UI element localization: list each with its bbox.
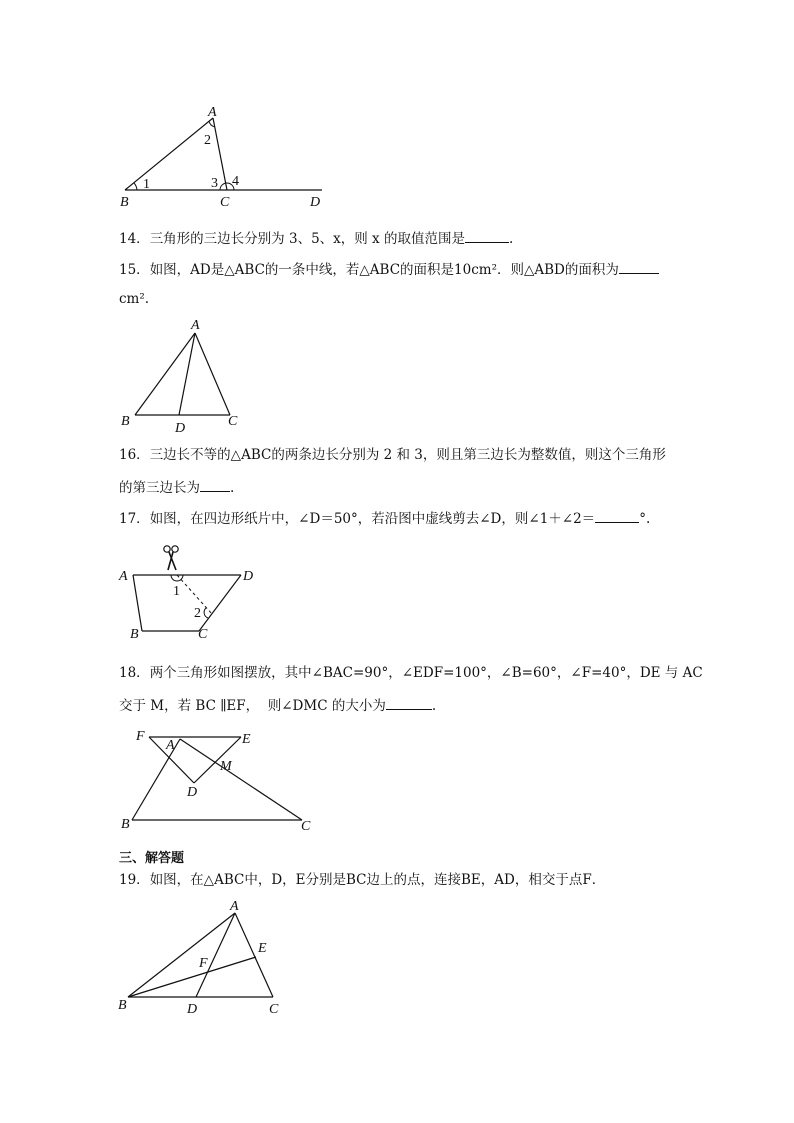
answer-blank[interactable] [200,477,230,492]
answer-blank[interactable] [619,259,659,274]
question-text: 三角形的三边长分别为 3、5、x，则 x 的取值范围是 [149,231,465,247]
label-C: C [228,414,238,429]
label-A: A [208,105,217,120]
question-text: 如图，在四边形纸片中，∠D＝50°，若沿图中虚线剪去∠D，则∠1＋∠2＝ [149,511,596,527]
label-E: E [242,732,251,747]
label-C: C [269,1002,279,1017]
question-text: 三边长不等的△ABC的两条边长分别为 2 和 3，则且第三边长为整数值，则这个三角形 [149,447,666,463]
angle-3-label: 3 [211,176,218,191]
question-text-unit: cm². [119,291,150,307]
question-18 [119,663,703,683]
punctuation: . [431,698,437,714]
label-A: A [166,738,175,753]
question-16 [119,445,666,465]
figure-quadrilateral-cut [115,538,265,643]
label-D: D [187,1002,198,1017]
label-D: D [175,421,186,435]
question-number: 15． [119,262,150,278]
label-D: D [310,195,321,210]
angle-1-label: 1 [173,584,180,599]
angle-2-label: 2 [194,606,201,621]
figure-triangle-cevians [112,895,297,1020]
label-B: B [130,627,139,642]
question-number: 16． [119,447,150,463]
question-17 [119,508,650,529]
answer-blank[interactable] [595,508,639,523]
label-F: F [199,956,208,971]
label-D: D [187,785,198,800]
label-A: A [191,318,200,333]
question-number: 17． [119,511,150,527]
label-B: B [121,414,130,429]
question-16-cont [119,477,234,498]
figure-triangle-exterior-angle [110,100,340,212]
question-18-cont [119,695,436,716]
label-B: B [121,817,130,832]
label-C: C [198,627,208,642]
angle-1-label: 1 [143,177,150,192]
label-A: A [119,569,128,584]
question-15 [119,259,659,280]
label-M: M [220,759,232,774]
section-heading: 三、解答题 [119,851,185,866]
label-B: B [120,195,129,210]
question-14 [119,228,513,249]
label-F: F [136,729,145,744]
question-number: 18． [119,665,150,681]
question-number: 14． [119,231,150,247]
question-number: 19． [119,872,150,888]
angle-4-label: 4 [232,174,239,189]
angle-2-label: 2 [204,133,211,148]
answer-blank[interactable] [465,228,509,243]
question-text: 的第三边长为 [119,480,200,496]
answer-blank[interactable] [386,695,432,710]
label-C: C [220,195,230,210]
question-text: 如图，在△ABC中，D，E分别是BC边上的点，连接BE，AD，相交于点F． [149,872,606,888]
question-text: 两个三角形如图摆放，其中∠BAC=90°，∠EDF=100°，∠B=60°，∠F=40°，DE 与 AC [149,665,703,681]
question-text: 交于 M，若 BC ∥EF， [119,698,260,714]
question-text: 则∠DMC 的大小为 [267,698,386,714]
scissors-icon [164,546,178,570]
label-D: D [243,569,254,584]
question-15-cont [119,289,149,309]
label-B: B [118,998,127,1013]
figure-two-triangles [115,725,325,835]
question-text: 如图，AD是△ABC的一条中线，若△ABC的面积是10cm²．则△ABD的面积为 [149,262,619,278]
label-C: C [301,819,311,834]
label-A: A [230,899,239,914]
question-19 [119,870,605,890]
punctuation: . [230,480,235,496]
label-E: E [258,941,267,956]
figure-triangle-median [115,315,255,435]
punctuation: °. [639,511,651,527]
punctuation: . [508,231,514,247]
